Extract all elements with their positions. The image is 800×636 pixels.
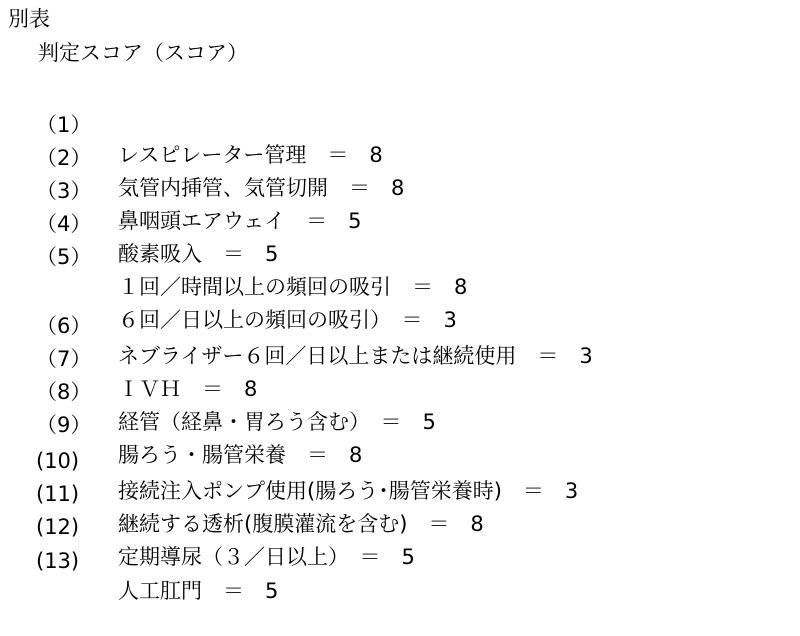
- item-number: （3）: [36, 179, 92, 203]
- item-text: 定期導尿（３／日以上） ＝ 5: [118, 545, 415, 569]
- item-text: 接続注入ポンプ使用(腸ろう･腸管栄養時) ＝ 3: [118, 479, 579, 503]
- item-number: （8）: [36, 380, 92, 404]
- item-text: ６回／日以上の頻回の吸引） ＝ 3: [118, 308, 457, 332]
- item-text: レスピレーター管理 ＝ 8: [118, 143, 383, 167]
- item-number: （4）: [36, 212, 92, 236]
- score-section-title: 判定スコア（スコア）: [38, 41, 248, 65]
- item-number: （5）: [36, 245, 92, 269]
- item-number: （1）: [36, 113, 92, 137]
- item-text: 酸素吸入 ＝ 5: [118, 242, 279, 266]
- item-number: （9）: [36, 413, 92, 437]
- item-number: (13): [36, 549, 80, 573]
- item-number: （7）: [36, 347, 92, 371]
- list-item: [0, 80, 383, 167]
- item-text: 気管内挿管、気管切開 ＝ 8: [118, 176, 405, 200]
- item-number: （6）: [36, 314, 92, 338]
- item-text: ＩＶＨ ＝ 8: [118, 377, 258, 401]
- item-text: 鼻咽頭エアウェイ ＝ 5: [118, 209, 362, 233]
- item-text: 人工肛門 ＝ 5: [118, 579, 279, 603]
- item-text: ネブライザー６回／日以上または継続使用 ＝ 3: [118, 344, 593, 368]
- item-text: 経管（経鼻・胃ろう含む） ＝ 5: [118, 410, 436, 434]
- item-number: (12): [36, 515, 80, 539]
- item-number: (10): [36, 449, 80, 473]
- item-text: １回／時間以上の頻回の吸引 ＝ 8: [118, 275, 468, 299]
- item-number: (11): [36, 482, 80, 506]
- item-number: （2）: [36, 146, 92, 170]
- list-item: [0, 314, 258, 401]
- item-text: 継続する透析(腹膜灌流を含む) ＝ 8: [118, 512, 484, 536]
- item-text: 腸ろう・腸管栄養 ＝ 8: [118, 443, 363, 467]
- document-heading: 別表: [8, 7, 50, 31]
